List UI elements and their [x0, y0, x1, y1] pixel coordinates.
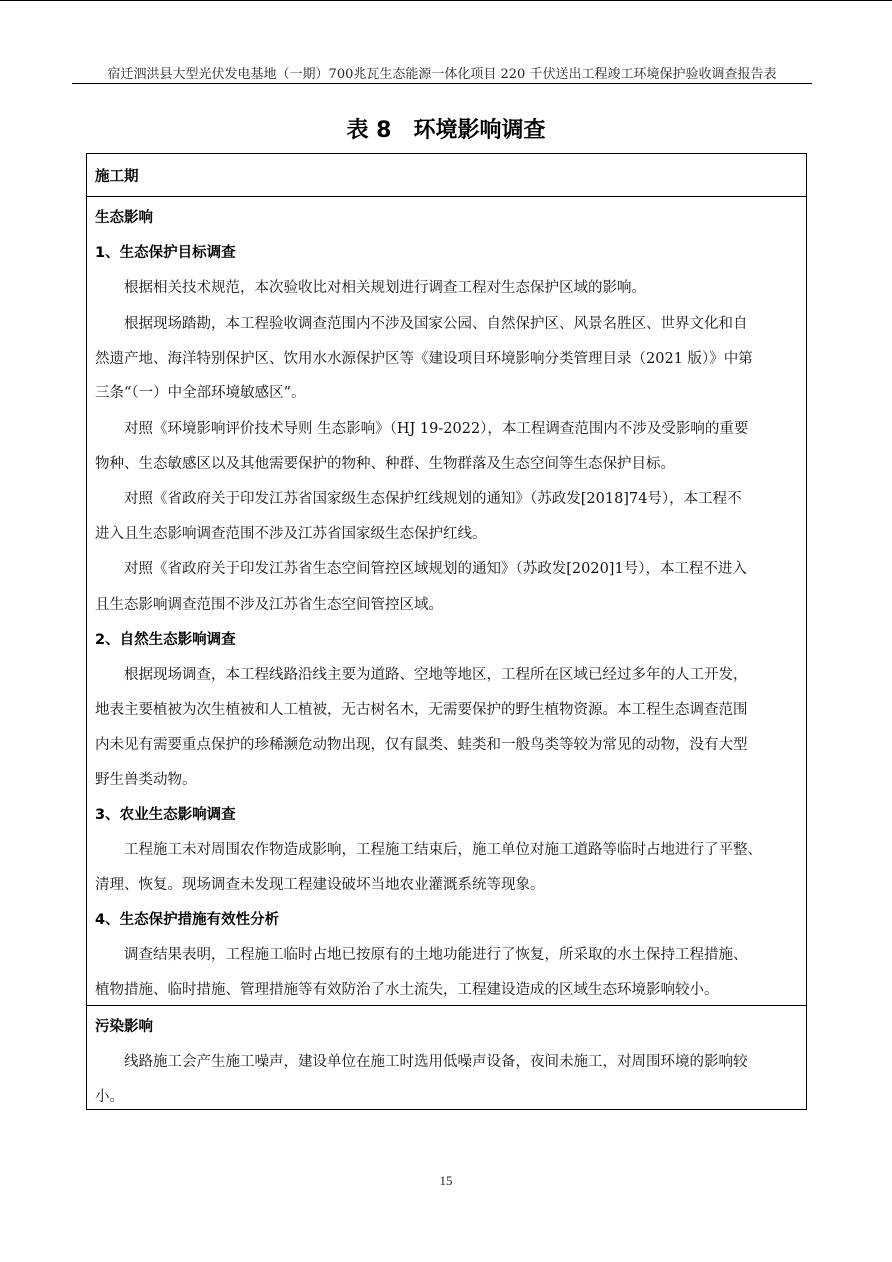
eco-target-para4-line1: 对照《省政府关于印发江苏省国家级生态保护红线规划的通知》（苏政发[2018]74号），本工程不 [124, 491, 742, 507]
eco-measures-heading: 4、生态保护措施有效性分析 [95, 912, 280, 928]
eco-target-para2-line1: 根据现场踏勘，本工程验收调查范围内不涉及国家公园、自然保护区、风景名胜区、世界文化和自 [124, 316, 748, 332]
agri-eco-heading: 3、农业生态影响调查 [95, 807, 236, 823]
pollution-line2: 小。 [95, 1089, 124, 1105]
top-border-line [0, 0, 892, 1]
eco-measures-line1: 调查结果表明，工程施工临时占地已按原有的土地功能进行了恢复，所采取的水土保持工程措施、 [124, 947, 748, 963]
row-divider-construction [86, 196, 807, 197]
natural-eco-line3: 内未见有需要重点保护的珍稀濒危动物出现，仅有鼠类、蛙类和一般鸟类等较为常见的动物，没有大型 [95, 737, 748, 753]
eco-target-heading: 1、生态保护目标调查 [95, 245, 236, 261]
ecological-impact-heading: 生态影响 [95, 210, 153, 226]
agri-eco-line2: 清理、恢复。现场调查未发现工程建设破坏当地农业灌溉系统等现象。 [95, 877, 545, 893]
eco-target-para5-line1: 对照《省政府关于印发江苏省生态空间管控区域规划的通知》（苏政发[2020]1号），本工程不进入 [124, 561, 747, 577]
natural-eco-line1: 根据现场调查，本工程线路沿线主要为道路、空地等地区，工程所在区域已经过多年的人工开发， [124, 667, 748, 683]
eco-target-para5-line2: 且生态影响调查范围不涉及江苏省生态空间管控区域。 [95, 597, 443, 613]
eco-target-para2-line3: 三条“（一）中全部环境敏感区”。 [95, 385, 306, 401]
eco-target-para4-line2: 进入且生态影响调查范围不涉及江苏省国家级生态保护红线。 [95, 526, 487, 542]
construction-period-label: 施工期 [95, 169, 139, 185]
running-header: 宿迁泗洪县大型光伏发电基地（一期）700兆瓦生态能源一体化项目 220 千伏送出工程竣工环境保护验收调查报告表 [107, 67, 777, 82]
table-title: 表 8 环境影响调查 [346, 118, 546, 143]
natural-eco-line2: 地表主要植被为次生植被和人工植被，无古树名木，无需要保护的野生植物资源。本工程生态调查范围 [95, 702, 748, 718]
natural-eco-line4: 野生兽类动物。 [95, 772, 197, 788]
header-rule [72, 83, 812, 84]
eco-target-para2-line2: 然遗产地、海洋特别保护区、饮用水水源保护区等《建设项目环境影响分类管理目录（2021 版）》中第 [95, 351, 753, 367]
eco-target-para3-line1: 对照《环境影响评价技术导则 生态影响》（HJ 19-2022），本工程调查范围内不涉及受影响的重要 [124, 421, 749, 437]
row-divider-pollution [86, 1005, 807, 1006]
natural-eco-heading: 2、自然生态影响调查 [95, 632, 236, 648]
agri-eco-line1: 工程施工未对周围农作物造成影响，工程施工结束后，施工单位对施工道路等临时占地进行了平整、 [124, 842, 762, 858]
pollution-heading: 污染影响 [95, 1019, 153, 1035]
pollution-line1: 线路施工会产生施工噪声，建设单位在施工时选用低噪声设备，夜间未施工，对周围环境的影响较 [124, 1054, 748, 1070]
page-number: 15 [439, 1173, 453, 1188]
eco-measures-line2: 植物措施、临时措施、管理措施等有效防治了水土流失，工程建设造成的区域生态环境影响较小。 [95, 982, 719, 998]
eco-target-para1: 根据相关技术规范，本次验收比对相关规划进行调查工程对生态保护区域的影响。 [124, 280, 646, 296]
eco-target-para3-line2: 物种、生态敏感区以及其他需要保护的物种、种群、生物群落及生态空间等生态保护目标。 [95, 456, 675, 472]
